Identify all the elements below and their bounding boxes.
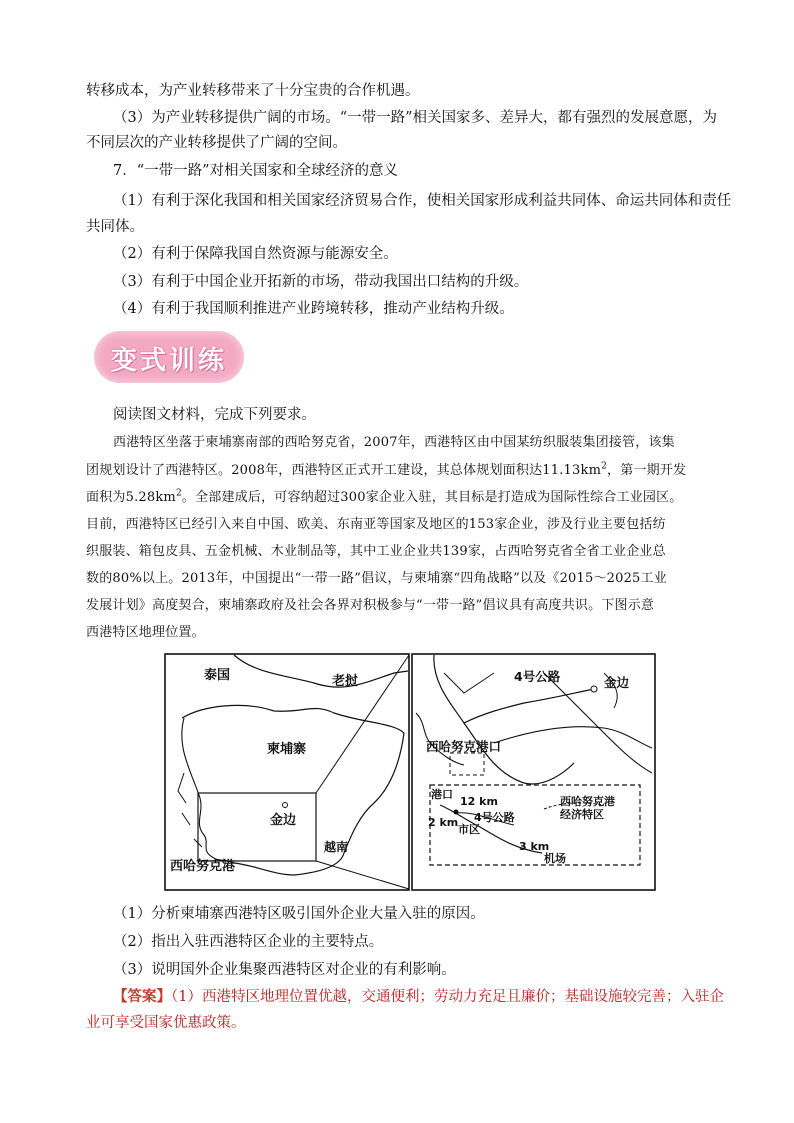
material-line: 发展计划》高度契合，柬埔寨政府及社会各界对积极参与“一带一路”倡议具有高度共识。下图示意 bbox=[86, 598, 655, 613]
label-city: 市区 bbox=[458, 823, 480, 836]
text-line: 转移成本，为产业转移带来了十分宝贵的合作机遇。 bbox=[86, 83, 420, 99]
question-2: （2）指出入驻西港特区企业的主要特点。 bbox=[113, 934, 384, 950]
text-line: （3）有利于中国企业开拓新的市场，带动我国出口结构的升级。 bbox=[113, 274, 529, 290]
label-airport: 机场 bbox=[544, 852, 566, 865]
label-road4-top: 4号公路 bbox=[514, 669, 561, 684]
answer-tag: 【答案】 bbox=[113, 988, 171, 1005]
material-line: 面积为$5.28km^2$。全部建成后，可容纳超过300家企业入驻，其目标是打造成为国际性综合工业园区。 bbox=[86, 488, 683, 505]
label-road4: 4号公路 bbox=[474, 811, 515, 824]
label-2km: 2 km bbox=[428, 816, 459, 829]
label-sez-line1: 西哈努克港 bbox=[560, 795, 615, 808]
text-line: （3）为产业转移提供广阔的市场。“一带一路”相关国家多、差异大，都有强烈的发展意愿，为 bbox=[113, 110, 718, 126]
answer-line: 【答案】（1）西港特区地理位置优越，交通便利；劳动力充足且廉价；基础设施较完善；入驻企 bbox=[113, 988, 724, 1005]
material-line: 数的80%以上。2013年，中国提出“一带一路”倡议，与柬埔寨“四角战略”以及《2015～2025工业 bbox=[86, 571, 667, 586]
label-sihanouk-port: 西哈努克港口 bbox=[426, 739, 502, 754]
text-line: 不同层次的产业转移提供了广阔的空间。 bbox=[86, 135, 347, 151]
material-line: 西港特区坐落于柬埔寨南部的西哈努克省，2007年，西港特区由中国某纺织服装集团接管，该集 bbox=[113, 435, 675, 450]
material-line: 目前，西港特区已经引入来自中国、欧美、东南亚等国家及地区的153家企业，涉及行业主要包括纺 bbox=[86, 517, 666, 532]
label-cambodia: 柬埔寨 bbox=[267, 742, 307, 757]
label-vietnam: 越南 bbox=[324, 840, 349, 854]
label-laos: 老挝 bbox=[332, 674, 359, 689]
material-line: 西港特区地理位置。 bbox=[86, 625, 205, 640]
label-sihanoukville: 西哈努克港 bbox=[170, 859, 236, 874]
label-thailand: 泰国 bbox=[204, 668, 231, 683]
label-phnom-penh: 金边 bbox=[270, 813, 297, 828]
section-heading: 7．“一带一路”对相关国家和全球经济的意义 bbox=[113, 163, 399, 179]
right-map-panel bbox=[412, 654, 655, 890]
text-line: 共同体。 bbox=[86, 219, 144, 235]
question-3: （3）说明国外企业集聚西港特区对企业的有利影响。 bbox=[113, 962, 456, 978]
material-line: 团规划设计了西港特区。2008年，西港特区正式开工建设，其总体规划面积达$11.13km^2$，第一期开发 bbox=[86, 461, 687, 478]
label-port: 港口 bbox=[431, 788, 453, 801]
label-12km: 12 km bbox=[460, 795, 498, 808]
left-map-panel bbox=[165, 654, 409, 890]
text-line: （4）有利于我国顺利推进产业跨境转移，推动产业结构升级。 bbox=[113, 301, 514, 317]
question-1: （1）分析柬埔寨西港特区吸引国外企业大量入驻的原因。 bbox=[113, 906, 485, 922]
practice-badge bbox=[94, 331, 244, 383]
intro-line: 阅读图文材料，完成下列要求。 bbox=[113, 407, 316, 423]
text-line: （2）有利于保障我国自然资源与能源安全。 bbox=[113, 246, 398, 262]
material-line: 织服装、箱包皮具、五金机械、木业制品等，其中工业企业共139家，占西哈努克省全省工业企业总 bbox=[86, 544, 666, 559]
label-sez-line2: 经济特区 bbox=[560, 808, 604, 821]
badge-label: 变式训练 bbox=[110, 346, 227, 376]
label-3km: 3 km bbox=[519, 840, 550, 853]
label-phnom-penh-right: 金边 bbox=[604, 675, 630, 690]
answer-line: 业可享受国家优惠政策。 bbox=[86, 1015, 246, 1031]
location-map bbox=[164, 653, 658, 893]
text-line: （1）有利于深化我国和相关国家经济贸易合作，使相关国家形成利益共同体、命运共同体和责任 bbox=[113, 193, 732, 209]
